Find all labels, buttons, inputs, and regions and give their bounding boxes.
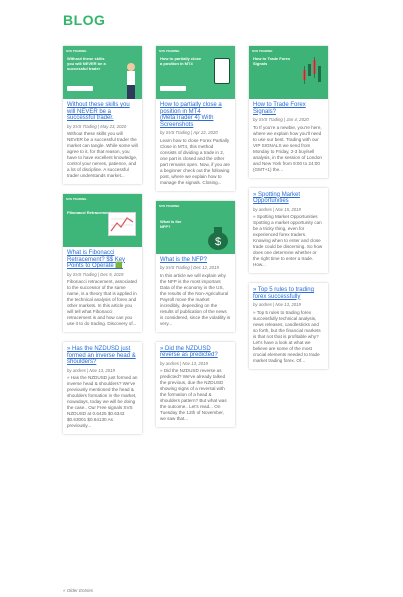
candlestick-chart-icon [301,56,325,90]
column-2 [156,46,235,437]
post-meta: by andres | Nov 13, 2019 [67,367,115,373]
post-thumbnail[interactable] [249,46,328,99]
post-excerpt: » Spotting Market Opportunities Spotting a market opportunity can be a tricky thing, even for experienced forex traders. Knowing when to enter and close trade could be discerning. So how does one determine whether or the right time to enter a trade. How... [253,214,323,267]
post-card [63,46,142,184]
post-card [156,342,235,428]
post-thumbnail[interactable] [156,46,235,99]
post-excerpt: In this article we will explain why the NFP is the most important Data of the economy in the US, the results of the Non-Agricultural Payroll move the market incredibly, depending on the results of publication of the news is considered, since the volatility is very... [160,272,231,326]
column-3 [249,46,328,379]
chart-board-illustration [108,212,136,236]
post-card [249,46,328,178]
post-meta: by SVS Trading | May 23, 2020 [67,123,127,129]
thumbnail-text: How to Trade Forex Signals [253,56,291,66]
post-title-link[interactable]: What is the NFP? [160,256,208,263]
thumbnail-logo: SVS TRADING [252,49,273,53]
post-excerpt: » Did the NZDUSD reverse as predicted? We've already talked the previous, due the NZDUSD showing signs of a reversal with the formation of a head & shoulders pattern? But what was the outcome.. Let's read... On Tuesday the 12th of November, we saw that... [160,368,227,421]
post-title-link[interactable]: » Did the NZDUSD reverse as predicted? [160,345,218,358]
thumbnail-text: Fibonacci Retracement [67,210,112,215]
post-thumbnail[interactable] [63,46,142,99]
thumbnail-logo: SVS TRADING [159,203,180,208]
post-excerpt: Without these skills you will NEVER be a successful trader the market can tangle. While some will agree to it, for that reason, you have to have excellent knowledge, control your nerves, patience, and a lot of discipline. A successful trader understands market... [67,131,138,178]
post-meta: by SVS Trading | Apr 22, 2020 [160,130,218,135]
post-excerpt: To If you're a newbie, you're here, where we explain how you'll need to use our best. Trading with our VIP SIGNALS we send from Monday to Friday, 2-3 buy/sell analysis, in the session of London and New York from 9:00 to 24:00 (GMT+1) the... [253,124,322,172]
thumbnail-logo: SVS TRADING [66,197,87,201]
post-card [156,201,235,332]
post-excerpt: » Top 5 rules to trading forex successfully technical analysis, news releases, candlesticks and so forth, but the financial markets is that not that is profitable why? Let's have a look at what we believe are some of the most crucial elements needed to trade market trading forex. Of... [253,309,321,363]
thumbnail-logo: SVS TRADING [66,49,87,53]
post-meta: by SVS Trading | Jan 4, 2020 [253,117,309,122]
post-thumbnail[interactable] [156,201,235,254]
person-illustration [124,61,138,99]
older-entries-link[interactable]: « Older Entries [63,588,94,593]
post-title-link[interactable]: » Has the NZDUSD just formed an inverse head & shoulders? [67,346,136,365]
thumbnail-tag [67,86,93,91]
money-bag-icon [206,223,230,251]
post-meta: by andres | Nov 13, 2019 [253,302,301,307]
post-excerpt: Learn how to close Forex Partially Close in MT4, this method consists of dividing a trade in 2, one part is closed and the other part remains open. Now, if you are a beginner check out the following post, where we explain how to manage the signals. Closing... [160,137,230,185]
post-card [249,283,328,369]
phone-illustration [214,58,230,84]
post-card [156,46,235,191]
svg-text:$: $ [214,235,222,248]
post-title-link[interactable]: How to Trade Forex Signals? [253,102,306,115]
post-meta: by SVS Trading | Dec 12, 2019 [160,265,219,270]
post-meta: by andres | Nov 13, 2019 [160,360,208,366]
page-title: BLOG [63,12,106,28]
thumbnail-text: How to partially close a position in MT4 [160,56,202,66]
post-excerpt: » Has the NZDUSD just formed an inverse head & shoulders? We've previously mentioned the head & shoulders formation in the market, nowadays, today we will be doing the case.. Our Free signals SVS NZDUSD at 0.6425 $0.6343 $0.63001 $0.64130 As previously... [67,375,138,428]
thumbnail-tag [160,86,186,91]
column-1 [63,46,142,444]
thumbnail-logo: SVS TRADING [159,49,180,53]
post-title-link[interactable]: Without these skills you will NEVER be a successful trader. [67,102,130,121]
thumbnail-text: What is the NFP? [160,218,182,229]
post-title-link[interactable]: How to partially close a position in MT4 (MetaTrader 4) With Screenshots [160,102,222,128]
post-card [63,342,142,434]
post-excerpt: Fibonacci retracement, associated to the successor of the same name, is a theory that is applied in the technical analysis of forex and other markets. In this article you will tell what Fibonacci retracement is and how can you use it to do trading. Discovery of... [67,279,137,326]
post-title-link[interactable]: » Top 5 rules to trading forex successfully [253,287,314,300]
post-card [249,188,328,274]
thumbnail-text: Without these skills you will NEVER be a successful trader [67,56,106,71]
post-title-link[interactable]: » Spotting Market Opportunities [253,191,301,204]
post-title-link[interactable]: What is Fibonacci Retracement? $$ Key Points to Operate 🟩 [67,250,126,269]
post-meta: by andres | Nov 15, 2019 [253,206,301,212]
post-meta: by SVS Trading | Dec 9, 2019 [67,271,124,277]
post-thumbnail[interactable] [63,194,142,247]
post-card [63,194,142,332]
